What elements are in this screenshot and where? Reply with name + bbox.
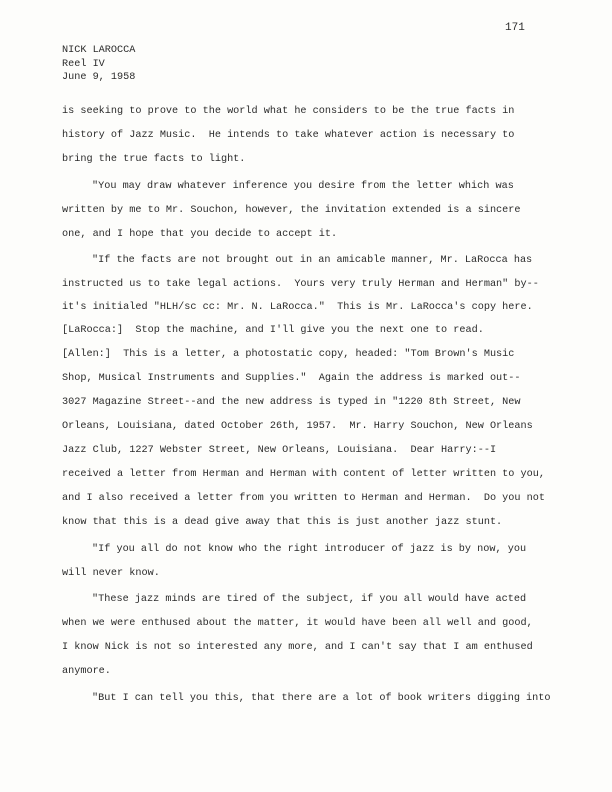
text-line: Shop, Musical Instruments and Supplies." Again the address is marked out-- — [62, 373, 521, 384]
text-line: history of Jazz Music. He intends to take whatever action is necessary to — [62, 130, 515, 141]
text-line: I know Nick is not so interested any more, and I can't say that I am enthused — [62, 642, 533, 653]
reel-label: Reel IV — [62, 58, 105, 70]
text-line: instructed us to take legal actions. Yours very truly Herman and Herman" by-- — [62, 279, 539, 290]
text-line: "You may draw whatever inference you desire from the letter which was — [92, 181, 514, 192]
text-line: bring the true facts to light. — [62, 154, 246, 165]
text-line: Orleans, Louisiana, dated October 26th, 1957. Mr. Harry Souchon, New Orleans — [62, 421, 533, 432]
interviewee-name: NICK LAROCCA — [62, 45, 136, 56]
text-line: "These jazz minds are tired of the subject, if you all would have acted — [92, 594, 527, 605]
page-number: 171 — [505, 22, 525, 34]
text-line: written by me to Mr. Souchon, however, the invitation extended is a sincere — [62, 205, 521, 216]
text-line: "If the facts are not brought out in an amicable manner, Mr. LaRocca has — [92, 255, 533, 266]
text-line: "If you all do not know who the right introducer of jazz is by now, you — [92, 544, 527, 555]
text-line: is seeking to prove to the world what he considers to be the true facts in — [62, 106, 515, 117]
text-line: "But I can tell you this, that there are a lot of book writers digging into — [92, 693, 551, 704]
text-line: and I also received a letter from you written to Herman and Herman. Do you not — [62, 493, 545, 504]
text-line: one, and I hope that you decide to accept it. — [62, 229, 338, 240]
text-line: [LaRocca:] Stop the machine, and I'll give you the next one to read. — [62, 325, 484, 336]
text-line: received a letter from Herman and Herman with content of letter written to you, — [62, 469, 545, 480]
interview-date: June 9, 1958 — [62, 72, 136, 83]
text-line: anymore. — [62, 666, 111, 677]
text-line: will never know. — [62, 568, 160, 579]
text-line: 3027 Magazine Street--and the new address is typed in "1220 8th Street, New — [62, 397, 521, 408]
text-line: it's initialed "HLH/sc cc: Mr. N. LaRocca." This is Mr. LaRocca's copy here. — [62, 302, 533, 313]
text-line: know that this is a dead give away that this is just another jazz stunt. — [62, 517, 503, 528]
text-line: [Allen:] This is a letter, a photostatic copy, headed: "Tom Brown's Music — [62, 349, 515, 360]
text-line: when we were enthused about the matter, it would have been all well and good, — [62, 618, 533, 629]
text-line: Jazz Club, 1227 Webster Street, New Orleans, Louisiana. Dear Harry:--I — [62, 445, 497, 456]
